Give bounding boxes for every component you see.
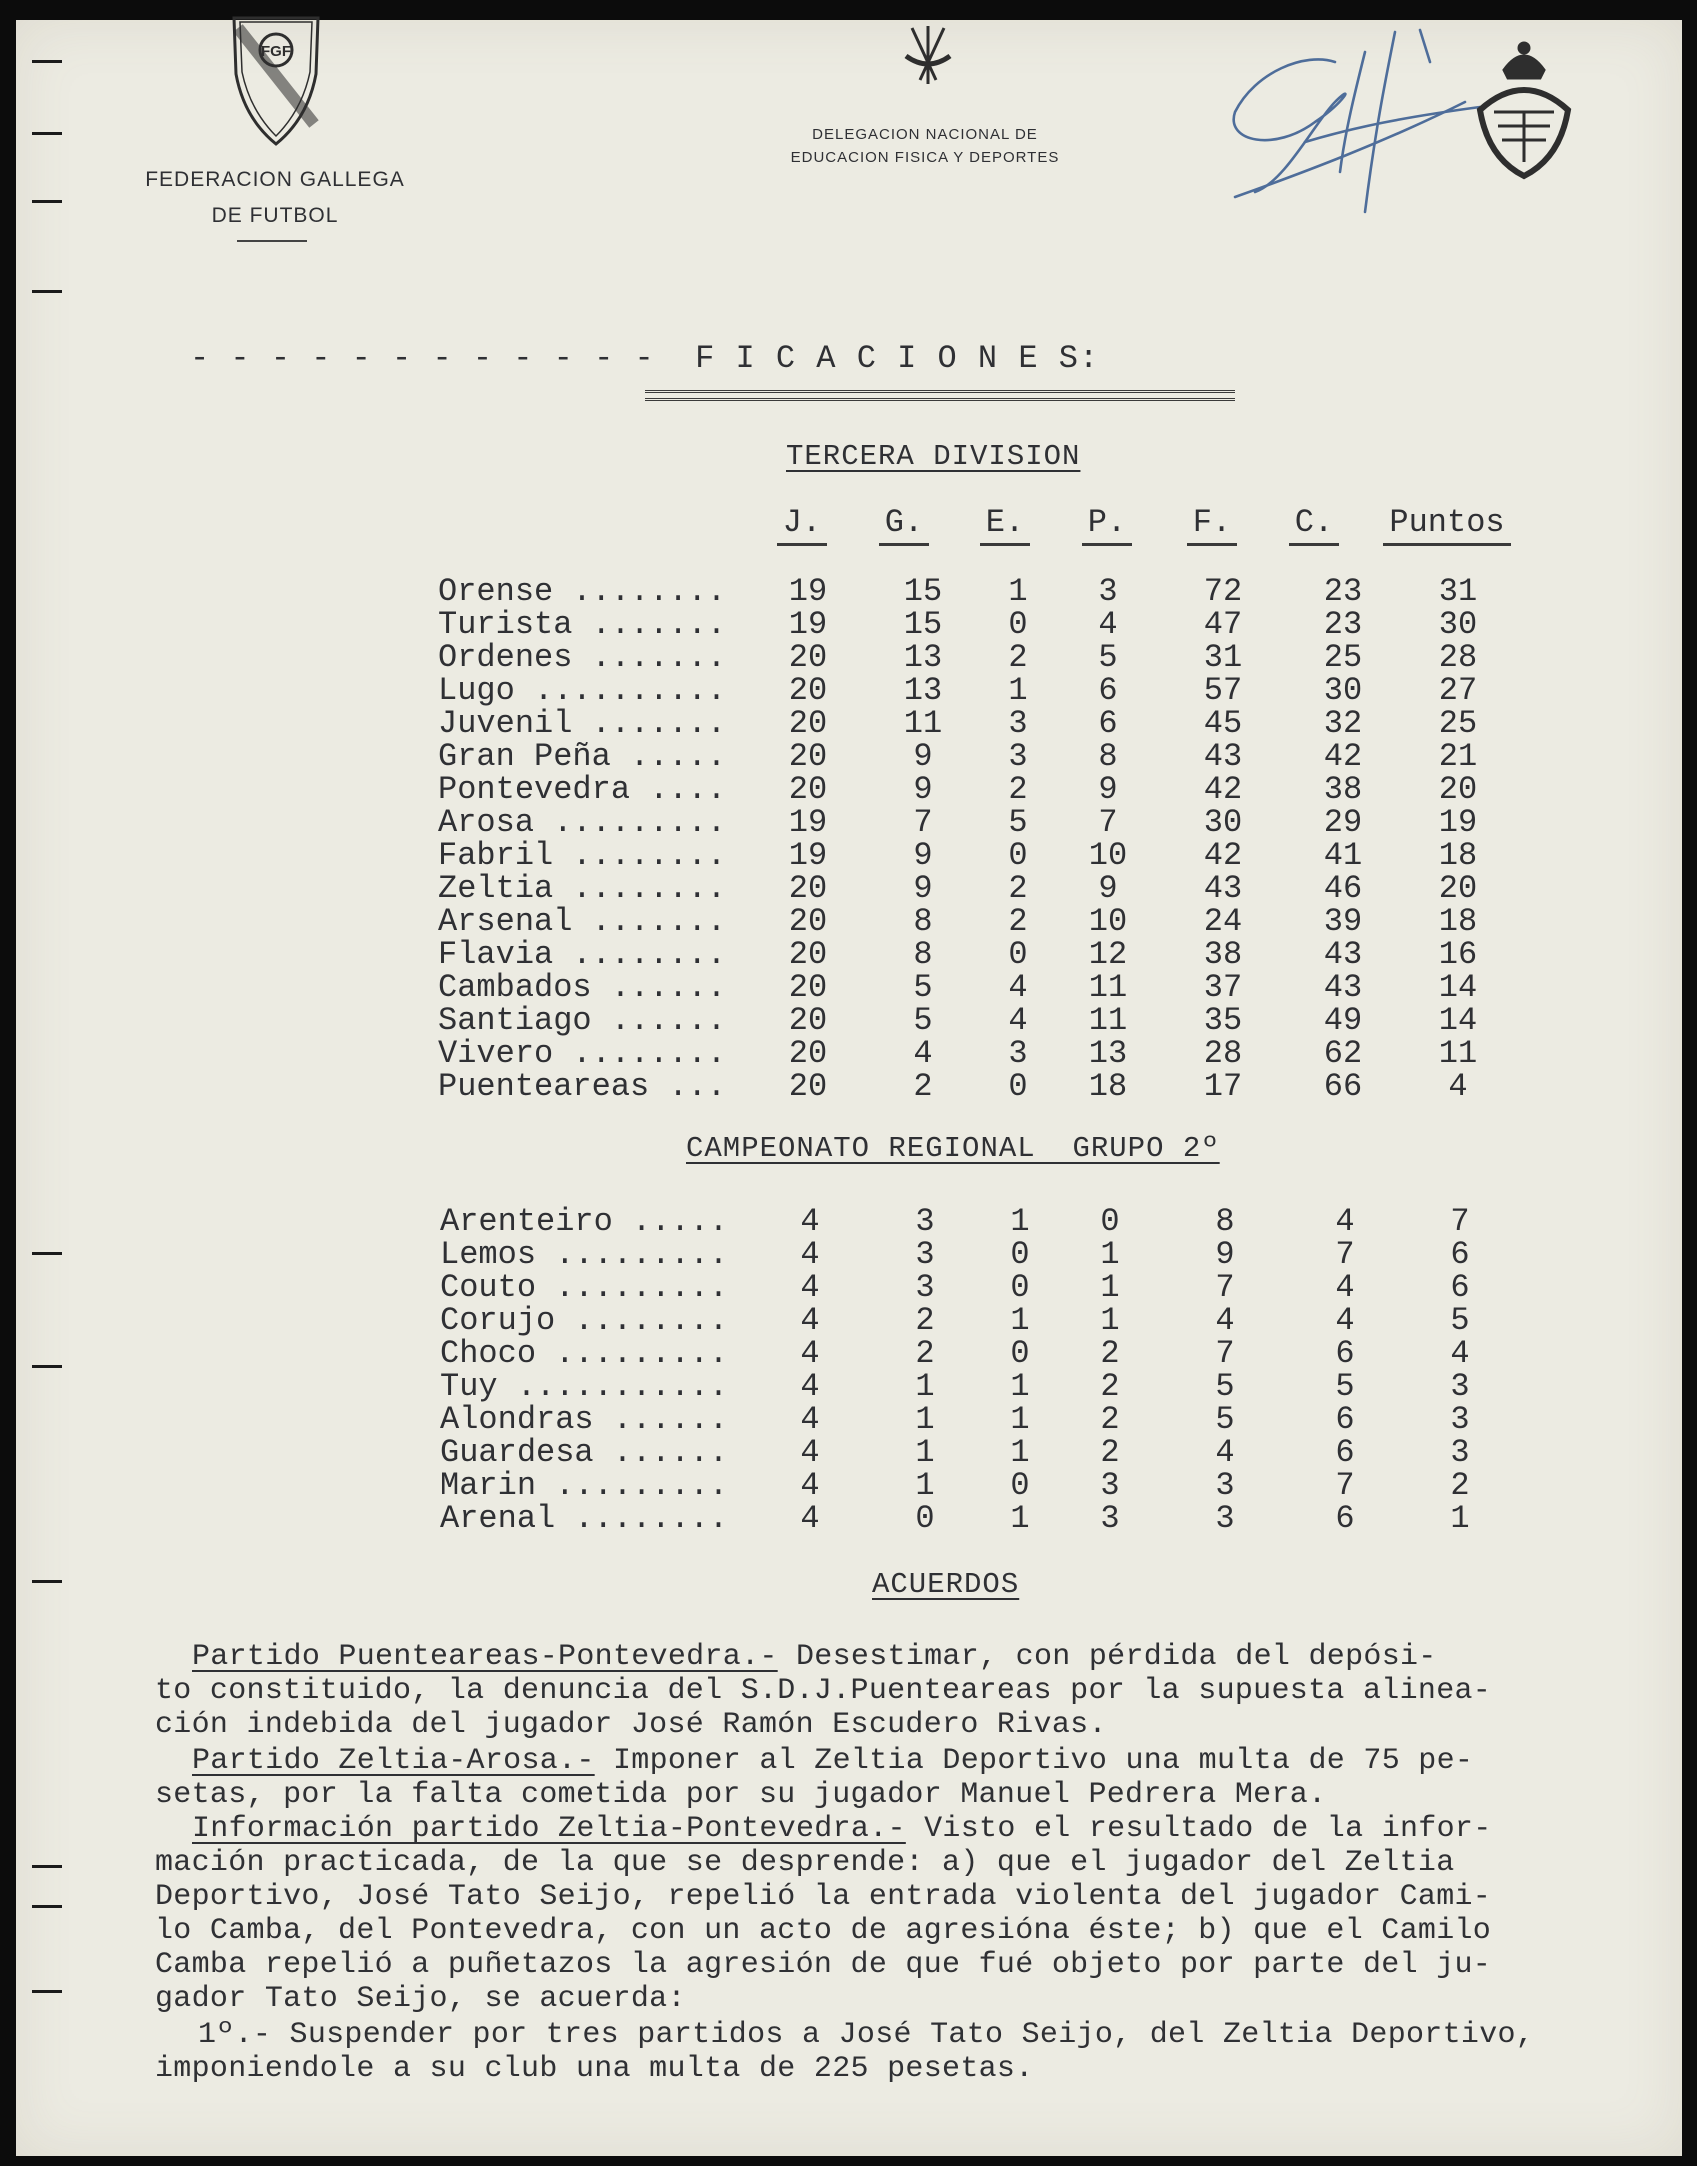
page-heading: - - - - - - - - - - - - F I C A C I O N E S: (190, 340, 1100, 377)
table-row (438, 938, 1523, 971)
points-cell: 11 (1438, 1035, 1478, 1072)
played-cell: 4 (800, 1302, 820, 1339)
team-name-cell: Lemos ......... (440, 1236, 729, 1273)
binder-hole (32, 200, 62, 203)
drawn-cell: 1 (1010, 1302, 1030, 1339)
won-cell: 9 (913, 771, 933, 808)
drawn-cell: 0 (1008, 936, 1028, 973)
lost-cell: 6 (1098, 672, 1118, 709)
team-name-cell: Pontevedra .... (438, 771, 727, 808)
goals-for-cell: 7 (1215, 1269, 1235, 1306)
team-name-cell: Orense ........ (438, 573, 727, 610)
won-cell: 4 (913, 1035, 933, 1072)
table-row (440, 1370, 1525, 1403)
team-name-cell: Flavia ........ (438, 936, 727, 973)
won-cell: 13 (903, 672, 943, 709)
table-row (440, 1271, 1525, 1304)
lost-cell: 0 (1100, 1203, 1120, 1240)
drawn-cell: 2 (1008, 639, 1028, 676)
lost-cell: 7 (1098, 804, 1118, 841)
agreement-3-line-3: Deportivo, José Tato Seijo, repelió la entrada violenta del jugador Cami- (155, 1880, 1492, 1914)
points-cell: 19 (1438, 804, 1478, 841)
team-name-cell: Zeltia ........ (438, 870, 727, 907)
goals-for-cell: 4 (1215, 1434, 1235, 1471)
agreement-2-line-2: setas, por la falta cometida por su jugador Manuel Pedrera Mera. (155, 1778, 1327, 1812)
letterhead-rule (237, 240, 307, 242)
table-row (438, 773, 1523, 806)
won-cell: 13 (903, 639, 943, 676)
goals-against-cell: 6 (1335, 1434, 1355, 1471)
drawn-cell: 0 (1008, 606, 1028, 643)
agreement-3-heading: Información partido Zeltia-Pontevedra.- (192, 1812, 906, 1846)
goals-against-cell: 5 (1335, 1368, 1355, 1405)
binder-hole (32, 60, 62, 63)
lost-cell: 2 (1100, 1368, 1120, 1405)
won-cell: 1 (915, 1368, 935, 1405)
lost-cell: 11 (1088, 969, 1128, 1006)
played-cell: 4 (800, 1236, 820, 1273)
goals-for-cell: 8 (1215, 1203, 1235, 1240)
won-cell: 7 (913, 804, 933, 841)
goals-for-cell: 7 (1215, 1335, 1235, 1372)
played-cell: 4 (800, 1467, 820, 1504)
points-cell: 3 (1450, 1368, 1470, 1405)
played-cell: 4 (800, 1368, 820, 1405)
heading-double-rule (645, 390, 1235, 393)
points-cell: 27 (1438, 672, 1478, 709)
svg-text:FGF: FGF (261, 43, 291, 60)
tercera-division-table (438, 575, 1523, 1103)
goals-against-cell: 4 (1335, 1203, 1355, 1240)
team-name-cell: Guardesa ...... (440, 1434, 729, 1471)
goals-for-cell: 4 (1215, 1302, 1235, 1339)
goals-against-cell: 43 (1323, 969, 1363, 1006)
lost-cell: 2 (1100, 1335, 1120, 1372)
points-cell: 6 (1450, 1269, 1470, 1306)
team-name-cell: Marin ......... (440, 1467, 729, 1504)
points-cell: 4 (1448, 1068, 1468, 1105)
team-name-cell: Gran Peña ..... (438, 738, 727, 775)
won-cell: 0 (915, 1500, 935, 1537)
points-cell: 25 (1438, 705, 1478, 742)
table-row (438, 674, 1523, 707)
yoke-arrows-emblem (900, 20, 956, 90)
table-row (438, 608, 1523, 641)
team-name-cell: Tuy ........... (440, 1368, 729, 1405)
goals-against-cell: 4 (1335, 1269, 1355, 1306)
regional-group-table (440, 1205, 1525, 1535)
team-name-cell: Santiago ...... (438, 1002, 727, 1039)
team-name-cell: Lugo .......... (438, 672, 727, 709)
goals-against-cell: 6 (1335, 1500, 1355, 1537)
played-cell: 20 (788, 969, 828, 1006)
binder-hole (32, 1990, 62, 1993)
goals-for-cell: 42 (1203, 771, 1243, 808)
lost-cell: 10 (1088, 837, 1128, 874)
regional-group-title: CAMPEONATO REGIONAL GRUPO 2º (686, 1132, 1220, 1165)
won-cell: 2 (915, 1302, 935, 1339)
drawn-cell: 4 (1008, 969, 1028, 1006)
goals-for-cell: 35 (1203, 1002, 1243, 1039)
team-name-cell: Arosa ......... (438, 804, 727, 841)
team-name-cell: Turista ....... (438, 606, 727, 643)
points-cell: 3 (1450, 1434, 1470, 1471)
goals-against-cell: 43 (1323, 936, 1363, 973)
agreement-2-heading: Partido Zeltia-Arosa.- (192, 1744, 595, 1778)
crowned-emblem (1470, 40, 1578, 180)
goals-for-cell: 47 (1203, 606, 1243, 643)
drawn-cell: 0 (1008, 837, 1028, 874)
column-header-points: Puntos (1372, 504, 1522, 546)
lost-cell: 8 (1098, 738, 1118, 775)
points-cell: 16 (1438, 936, 1478, 973)
goals-for-cell: 38 (1203, 936, 1243, 973)
points-cell: 5 (1450, 1302, 1470, 1339)
played-cell: 4 (800, 1401, 820, 1438)
points-cell: 20 (1438, 870, 1478, 907)
delegation-name (760, 123, 1090, 169)
table-row (440, 1238, 1525, 1271)
goals-for-cell: 72 (1203, 573, 1243, 610)
points-cell: 14 (1438, 969, 1478, 1006)
team-name-cell: Couto ......... (440, 1269, 729, 1306)
won-cell: 1 (915, 1434, 935, 1471)
played-cell: 20 (788, 771, 828, 808)
agreement-1-line-3: ción indebida del jugador José Ramón Escudero Rivas. (155, 1708, 1107, 1742)
won-cell: 2 (915, 1335, 935, 1372)
played-cell: 4 (800, 1203, 820, 1240)
lost-cell: 9 (1098, 771, 1118, 808)
drawn-cell: 1 (1008, 573, 1028, 610)
drawn-cell: 3 (1008, 705, 1028, 742)
binder-hole (32, 1365, 62, 1368)
column-header-drawn: E. (963, 504, 1047, 546)
points-cell: 31 (1438, 573, 1478, 610)
played-cell: 19 (788, 837, 828, 874)
lost-cell: 1 (1100, 1269, 1120, 1306)
team-name-cell: Corujo ........ (440, 1302, 729, 1339)
played-cell: 19 (788, 804, 828, 841)
tercera-division-title: TERCERA DIVISION (786, 440, 1081, 473)
played-cell: 4 (800, 1434, 820, 1471)
goals-against-cell: 7 (1335, 1236, 1355, 1273)
played-cell: 20 (788, 705, 828, 742)
table-row (438, 1004, 1523, 1037)
played-cell: 20 (788, 1002, 828, 1039)
team-name-cell: Ordenes ....... (438, 639, 727, 676)
goals-against-cell: 32 (1323, 705, 1363, 742)
lost-cell: 1 (1100, 1302, 1120, 1339)
goals-against-cell: 38 (1323, 771, 1363, 808)
goals-for-cell: 57 (1203, 672, 1243, 709)
goals-against-cell: 39 (1323, 903, 1363, 940)
team-name-cell: Alondras ...... (440, 1401, 729, 1438)
played-cell: 20 (788, 672, 828, 709)
won-cell: 9 (913, 738, 933, 775)
lost-cell: 13 (1088, 1035, 1128, 1072)
goals-for-cell: 24 (1203, 903, 1243, 940)
goals-against-cell: 23 (1323, 606, 1363, 643)
agreement-3-line-2: mación practicada, de la que se desprende: a) que el jugador del Zeltia (155, 1846, 1455, 1880)
acuerdos-title: ACUERDOS (872, 1568, 1020, 1601)
table-row (438, 872, 1523, 905)
agreement-3-line-4: lo Camba, del Pontevedra, con un acto de agresióna éste; b) que el Camilo (155, 1914, 1492, 1948)
goals-against-cell: 7 (1335, 1467, 1355, 1504)
points-cell: 4 (1450, 1335, 1470, 1372)
won-cell: 8 (913, 903, 933, 940)
team-name-cell: Choco ......... (440, 1335, 729, 1372)
federation-name-line1: FEDERACION GALLEGA (145, 168, 405, 191)
points-cell: 14 (1438, 1002, 1478, 1039)
table-row (440, 1436, 1525, 1469)
drawn-cell: 2 (1008, 903, 1028, 940)
agreement-3-line-1: Información partido Zeltia-Pontevedra.- Visto el resultado de la infor- (192, 1812, 1492, 1846)
goals-against-cell: 23 (1323, 573, 1363, 610)
drawn-cell: 0 (1010, 1335, 1030, 1372)
lost-cell: 18 (1088, 1068, 1128, 1105)
played-cell: 20 (788, 870, 828, 907)
played-cell: 19 (788, 573, 828, 610)
drawn-cell: 1 (1010, 1368, 1030, 1405)
won-cell: 5 (913, 1002, 933, 1039)
drawn-cell: 1 (1010, 1401, 1030, 1438)
binder-hole (32, 290, 62, 293)
goals-for-cell: 3 (1215, 1467, 1235, 1504)
goals-against-cell: 6 (1335, 1335, 1355, 1372)
drawn-cell: 3 (1008, 1035, 1028, 1072)
points-cell: 18 (1438, 903, 1478, 940)
drawn-cell: 1 (1010, 1203, 1030, 1240)
team-name-cell: Vivero ........ (438, 1035, 727, 1072)
heading-double-rule (645, 398, 1235, 401)
points-cell: 3 (1450, 1401, 1470, 1438)
drawn-cell: 2 (1008, 870, 1028, 907)
won-cell: 8 (913, 936, 933, 973)
played-cell: 20 (788, 936, 828, 973)
lost-cell: 3 (1100, 1467, 1120, 1504)
goals-for-cell: 31 (1203, 639, 1243, 676)
drawn-cell: 1 (1010, 1500, 1030, 1537)
points-cell: 28 (1438, 639, 1478, 676)
agreement-1-line-2: to constituido, la denuncia del S.D.J.Puenteareas por la supuesta alinea- (155, 1674, 1492, 1708)
won-cell: 2 (913, 1068, 933, 1105)
table-row (440, 1304, 1525, 1337)
drawn-cell: 0 (1008, 1068, 1028, 1105)
played-cell: 4 (800, 1335, 820, 1372)
goals-against-cell: 42 (1323, 738, 1363, 775)
points-cell: 30 (1438, 606, 1478, 643)
agreement-3-line-5: Camba repelió a puñetazos la agresión de que fué objeto por parte del ju- (155, 1948, 1492, 1982)
drawn-cell: 0 (1010, 1269, 1030, 1306)
won-cell: 11 (903, 705, 943, 742)
table-row (438, 740, 1523, 773)
team-name-cell: Arenteiro ..... (440, 1203, 729, 1240)
drawn-cell: 5 (1008, 804, 1028, 841)
points-cell: 18 (1438, 837, 1478, 874)
drawn-cell: 4 (1008, 1002, 1028, 1039)
goals-for-cell: 9 (1215, 1236, 1235, 1273)
won-cell: 3 (915, 1269, 935, 1306)
table-row (438, 905, 1523, 938)
played-cell: 20 (788, 738, 828, 775)
table-row (440, 1502, 1525, 1535)
goals-against-cell: 4 (1335, 1302, 1355, 1339)
goals-for-cell: 43 (1203, 870, 1243, 907)
agreement-1-heading: Partido Puenteareas-Pontevedra.- (192, 1640, 778, 1674)
team-name-cell: Cambados ...... (438, 969, 727, 1006)
team-name-cell: Arsenal ....... (438, 903, 727, 940)
lost-cell: 10 (1088, 903, 1128, 940)
points-cell: 1 (1450, 1500, 1470, 1537)
goals-for-cell: 5 (1215, 1401, 1235, 1438)
won-cell: 3 (915, 1236, 935, 1273)
resolution-1-line-1: 1º.- Suspender por tres partidos a José Tato Seijo, del Zeltia Deportivo, (198, 2018, 1535, 2052)
won-cell: 9 (913, 870, 933, 907)
lost-cell: 1 (1100, 1236, 1120, 1273)
played-cell: 20 (788, 639, 828, 676)
lost-cell: 2 (1100, 1401, 1120, 1438)
lost-cell: 2 (1100, 1434, 1120, 1471)
played-cell: 20 (788, 1035, 828, 1072)
goals-against-cell: 62 (1323, 1035, 1363, 1072)
table-row (438, 641, 1523, 674)
played-cell: 19 (788, 606, 828, 643)
column-header-played: J. (760, 504, 844, 546)
goals-against-cell: 30 (1323, 672, 1363, 709)
binder-hole (32, 1252, 62, 1255)
lost-cell: 3 (1098, 573, 1118, 610)
points-cell: 7 (1450, 1203, 1470, 1240)
goals-for-cell: 37 (1203, 969, 1243, 1006)
table-row (438, 1037, 1523, 1070)
lost-cell: 11 (1088, 1002, 1128, 1039)
won-cell: 3 (915, 1203, 935, 1240)
won-cell: 15 (903, 606, 943, 643)
drawn-cell: 2 (1008, 771, 1028, 808)
lost-cell: 4 (1098, 606, 1118, 643)
table-row (440, 1205, 1525, 1238)
agreement-1-line-1: Partido Puenteareas-Pontevedra.- Desestimar, con pérdida del depósi- (192, 1640, 1437, 1674)
team-name-cell: Puenteareas ... (438, 1068, 727, 1105)
goals-against-cell: 46 (1323, 870, 1363, 907)
drawn-cell: 0 (1010, 1467, 1030, 1504)
played-cell: 4 (800, 1269, 820, 1306)
delegation-name-line2: EDUCACION FISICA Y DEPORTES (790, 149, 1060, 166)
table-row (438, 575, 1523, 608)
table-row (440, 1337, 1525, 1370)
lost-cell: 3 (1100, 1500, 1120, 1537)
won-cell: 1 (915, 1467, 935, 1504)
table-row (440, 1403, 1525, 1436)
handwritten-signature (1215, 22, 1490, 222)
column-header-lost: P. (1065, 504, 1149, 546)
lost-cell: 9 (1098, 870, 1118, 907)
column-header-against: C. (1272, 504, 1356, 546)
federation-shield-logo (228, 14, 324, 148)
goals-against-cell: 29 (1323, 804, 1363, 841)
table-row (438, 1070, 1523, 1103)
table-row (438, 806, 1523, 839)
goals-for-cell: 42 (1203, 837, 1243, 874)
lost-cell: 12 (1088, 936, 1128, 973)
column-header-won: G. (862, 504, 946, 546)
won-cell: 9 (913, 837, 933, 874)
goals-for-cell: 28 (1203, 1035, 1243, 1072)
played-cell: 20 (788, 903, 828, 940)
table-row (438, 971, 1523, 1004)
team-name-cell: Arenal ........ (440, 1500, 729, 1537)
team-name-cell: Juvenil ....... (438, 705, 727, 742)
lost-cell: 6 (1098, 705, 1118, 742)
resolution-1-line-2: imponiendole a su club una multa de 225 pesetas. (155, 2052, 1034, 2086)
goals-for-cell: 43 (1203, 738, 1243, 775)
won-cell: 1 (915, 1401, 935, 1438)
played-cell: 20 (788, 1068, 828, 1105)
table-row (440, 1469, 1525, 1502)
points-cell: 2 (1450, 1467, 1470, 1504)
won-cell: 5 (913, 969, 933, 1006)
agreement-2-line-1: Partido Zeltia-Arosa.- Imponer al Zeltia Deportivo una multa de 75 pe- (192, 1744, 1474, 1778)
binder-hole (32, 1865, 62, 1868)
agreement-3-line-6: gador Tato Seijo, se acuerda: (155, 1982, 686, 2016)
lost-cell: 5 (1098, 639, 1118, 676)
goals-against-cell: 41 (1323, 837, 1363, 874)
drawn-cell: 0 (1010, 1236, 1030, 1273)
drawn-cell: 3 (1008, 738, 1028, 775)
binder-hole (32, 1580, 62, 1583)
drawn-cell: 1 (1008, 672, 1028, 709)
delegation-name-line1: DELEGACION NACIONAL DE (812, 126, 1038, 143)
goals-against-cell: 66 (1323, 1068, 1363, 1105)
points-cell: 6 (1450, 1236, 1470, 1273)
federation-name-line2: DE FUTBOL (211, 204, 339, 227)
table-row (438, 839, 1523, 872)
binder-hole (32, 1905, 62, 1908)
goals-against-cell: 6 (1335, 1401, 1355, 1438)
won-cell: 15 (903, 573, 943, 610)
federation-name (120, 162, 430, 234)
goals-for-cell: 3 (1215, 1500, 1235, 1537)
goals-for-cell: 17 (1203, 1068, 1243, 1105)
goals-against-cell: 49 (1323, 1002, 1363, 1039)
goals-for-cell: 5 (1215, 1368, 1235, 1405)
drawn-cell: 1 (1010, 1434, 1030, 1471)
points-cell: 20 (1438, 771, 1478, 808)
points-cell: 21 (1438, 738, 1478, 775)
goals-for-cell: 30 (1203, 804, 1243, 841)
goals-for-cell: 45 (1203, 705, 1243, 742)
team-name-cell: Fabril ........ (438, 837, 727, 874)
played-cell: 4 (800, 1500, 820, 1537)
goals-against-cell: 25 (1323, 639, 1363, 676)
column-header-for: F. (1170, 504, 1254, 546)
binder-hole (32, 132, 62, 135)
table-row (438, 707, 1523, 740)
